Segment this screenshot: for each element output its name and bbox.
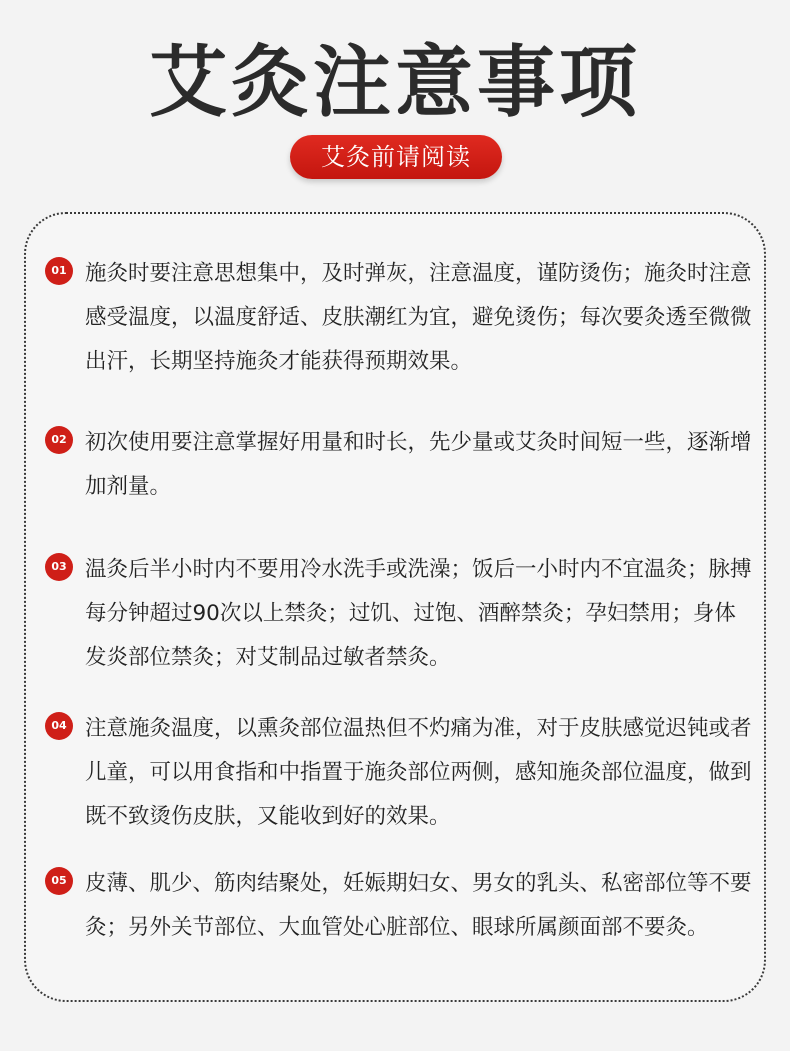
notice-text: 皮薄、肌少、筋肉结聚处，妊娠期妇女、男女的乳头、私密部位等不要灸；另外关节部位、大血管处心脏部位、眼球所属颜面部不要灸。	[85, 871, 752, 940]
subtitle-badge: 艾灸前请阅读	[290, 135, 502, 179]
notice-text: 施灸时要注意思想集中，及时弹灰，注意温度，谨防烫伤；施灸时注意感受温度，以温度舒适、皮肤潮红为宜，避免烫伤；每次要灸透至微微出汗，长期坚持施灸才能获得预期效果。	[85, 261, 752, 374]
notice-text: 温灸后半小时内不要用冷水洗手或洗澡；饭后一小时内不宜温灸；脉搏每分钟超过90次以上禁灸；过饥、过饱、酒醉禁灸；孕妇禁用；身体发炎部位禁灸；对艾制品过敏者禁灸。	[85, 557, 752, 670]
notice-text: 注意施灸温度，以熏灸部位温热但不灼痛为准，对于皮肤感觉迟钝或者儿童，可以用食指和中指置于施灸部位两侧，感知施灸部位温度，做到既不致烫伤皮肤，又能收到好的效果。	[85, 716, 752, 829]
number-badge: 04	[45, 712, 73, 740]
notice-text: 初次使用要注意掌握好用量和时长，先少量或艾灸时间短一些，逐渐增加剂量。	[85, 430, 752, 499]
number-badge: 03	[45, 553, 73, 581]
number-badge: 01	[45, 257, 73, 285]
number-badge: 02	[45, 426, 73, 454]
page-title: 艾灸注意事项	[148, 38, 641, 128]
number-badge: 05	[45, 867, 73, 895]
